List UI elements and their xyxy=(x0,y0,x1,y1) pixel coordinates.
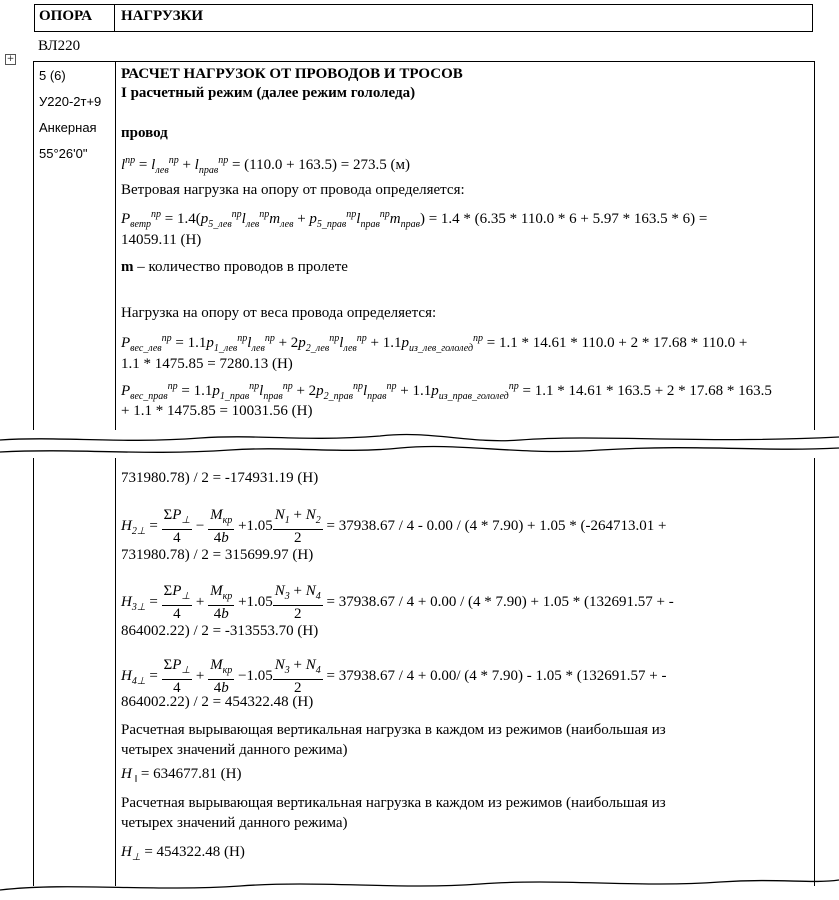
h-perp-value: = 454322.48 (Н) xyxy=(144,844,245,860)
h-parallel-value: = 634677.81 (Н) xyxy=(140,766,242,782)
h4-calc: = 37938.67 / 4 + 0.00/ (4 * 7.90) - 1.05 * (132691.57 + - xyxy=(326,667,667,684)
torn-edge-bottom xyxy=(0,872,839,900)
torn-edge-top xyxy=(0,428,839,462)
weight-left-calc: = 1.1 * 14.61 * 110.0 + 2 * 17.68 * 110.0 + xyxy=(486,335,748,351)
formula-weight-right: $P_{вес\_прав}^{пр} = 1.1p_{1\_прав}^{пр}l_{прав}^{пр} + 2p_{2\_прав}^{пр}l_{прав}^{пр} + 1.1p_{из\_прав\_гололед}^{пр} = 1.1 * 14.61 * 163.5 + 2 * 17.68 * 163.5$ xyxy=(121,381,772,402)
length-calc: = (110.0 + 163.5) = 273.5 (м) xyxy=(231,157,410,173)
wind-intro: Ветровая нагрузка на опору от провода определяется: xyxy=(121,182,465,198)
m-symbol: m xyxy=(121,259,134,275)
weight-right-result: + 1.1 * 1475.85 = 10031.56 (Н) xyxy=(121,403,313,419)
formula-length: $l^{пр} = l_{лев}^{пр} + l_{прав}^{пр} = (110.0 + 163.5) = 273.5$ (м) xyxy=(121,155,410,176)
section-title: РАСЧЕТ НАГРУЗОК ОТ ПРОВОДОВ И ТРОСОВ xyxy=(121,66,463,82)
header-col-loads: НАГРУЗКИ xyxy=(121,8,204,24)
h2-calc: = 37938.67 / 4 - 0.00 / (4 * 7.90) + 1.05 * (-264713.01 + xyxy=(326,517,667,534)
h4-result: 864002.22) / 2 = 454322.48 (Н) xyxy=(121,694,314,710)
h2-result: 731980.78) / 2 = 315699.97 (Н) xyxy=(121,547,314,563)
h3-result: 864002.22) / 2 = -313553.70 (Н) xyxy=(121,623,319,639)
column-divider-2 xyxy=(115,458,116,886)
column-divider xyxy=(115,62,116,430)
m-definition xyxy=(121,258,348,276)
wind-calc: = 1.4 * (6.35 * 110.0 * 6 + 5.97 * 163.5 * 6) = xyxy=(428,211,708,227)
formula-h3: $H_{3\perp}$ = $\frac{\Sigma P_\perp}{4}$ + $\frac{M_{кр}}{4b}$ +1.05 $\frac{N_3 + N_4}{2}$ = 37938.67 / 4 + 0.00 / (4 * 7.90) + 1.05 * (132691.57 + - xyxy=(121,583,674,622)
formula-h4: $H_{4\perp}$ = $\frac{\Sigma P_\perp}{4}$ + $\frac{M_{кр}}{4b}$ −1.05 $\frac{N_3 + N_4}{2}$ = 37938.67 / 4 + 0.00/ (4 * 7.90) - 1.05 * (132691.57 + - xyxy=(121,657,667,696)
support-angle: 55°26'0" xyxy=(39,146,88,161)
header-col-support: ОПОРА xyxy=(35,5,115,31)
support-kind: Анкерная xyxy=(39,120,97,135)
support-type: У220-2т+9 xyxy=(39,94,102,109)
formula-wind: $P_{ветр}^{пр} = 1.4(p_{5\_лев}^{пр}l_{лев}^{пр}m_{лев} + p_{5\_прав}^{пр}l_{прав}^{пр}m_{прав}) = 1.4 * (6.35 * 110.0 * 6 + 5.97 * 163.5 * 6)$ = xyxy=(121,209,708,230)
formula-h2: $H_{2\perp}$ = $\frac{\Sigma P_\perp}{4}$ − $\frac{M_{кр}}{4b}$ +1.05 $\frac{N_1 + N_2}{2}$ = 37938.67 / 4 - 0.00 / (4 * 7.90) + 1.05 * (-264713.01 + xyxy=(121,507,667,546)
wind-result: 14059.11 (Н) xyxy=(121,232,202,248)
table-move-handle-icon[interactable]: + xyxy=(6,54,15,64)
mode-title: I расчетный режим (далее режим гололеда) xyxy=(121,85,416,101)
line-name: ВЛ220 xyxy=(38,38,81,54)
formula-weight-left: $P_{вес\_лев}^{пр} = 1.1p_{1\_лев}^{пр}l_{лев}^{пр} + 2p_{2\_лев}^{пр}l_{лев}^{пр} + 1.1p_{из\_лев\_гололед}^{пр} = 1.1 * 14.61 * 110.0 + 2 * 17.68 * 110.0$ + xyxy=(121,333,748,354)
h1-continuation: 731980.78) / 2 = -174931.19 (Н) xyxy=(121,470,319,486)
perp-load-text-1: Расчетная вырывающая вертикальная нагрузка в каждом из режимов (наибольшая из xyxy=(121,795,666,811)
vertical-load-text-2: четырех значений данного режима) xyxy=(121,742,348,758)
weight-right-calc: = 1.1 * 14.61 * 163.5 + 2 * 17.68 * 163.5 xyxy=(522,383,772,399)
support-number: 5 (6) xyxy=(39,68,66,83)
weight-left-result: 1.1 * 1475.85 = 7280.13 (Н) xyxy=(121,356,293,372)
header-row xyxy=(34,4,813,32)
weight-intro: Нагрузка на опору от веса провода определяется: xyxy=(121,305,437,321)
vertical-load-text-1: Расчетная вырывающая вертикальная нагрузка в каждом из режимов (наибольшая из xyxy=(121,722,666,738)
m-text: – количество проводов в пролете xyxy=(133,259,348,275)
formula-h-perp: $H_\perp = 454322.48$ (Н) xyxy=(121,844,245,863)
subtitle-wire: провод xyxy=(121,125,168,141)
formula-h-parallel: H $_‖$ = 634677.81 (Н) xyxy=(121,766,242,785)
perp-load-text-2: четырех значений данного режима) xyxy=(121,815,348,831)
h3-calc: = 37938.67 / 4 + 0.00 / (4 * 7.90) + 1.05 * (132691.57 + - xyxy=(326,593,674,610)
